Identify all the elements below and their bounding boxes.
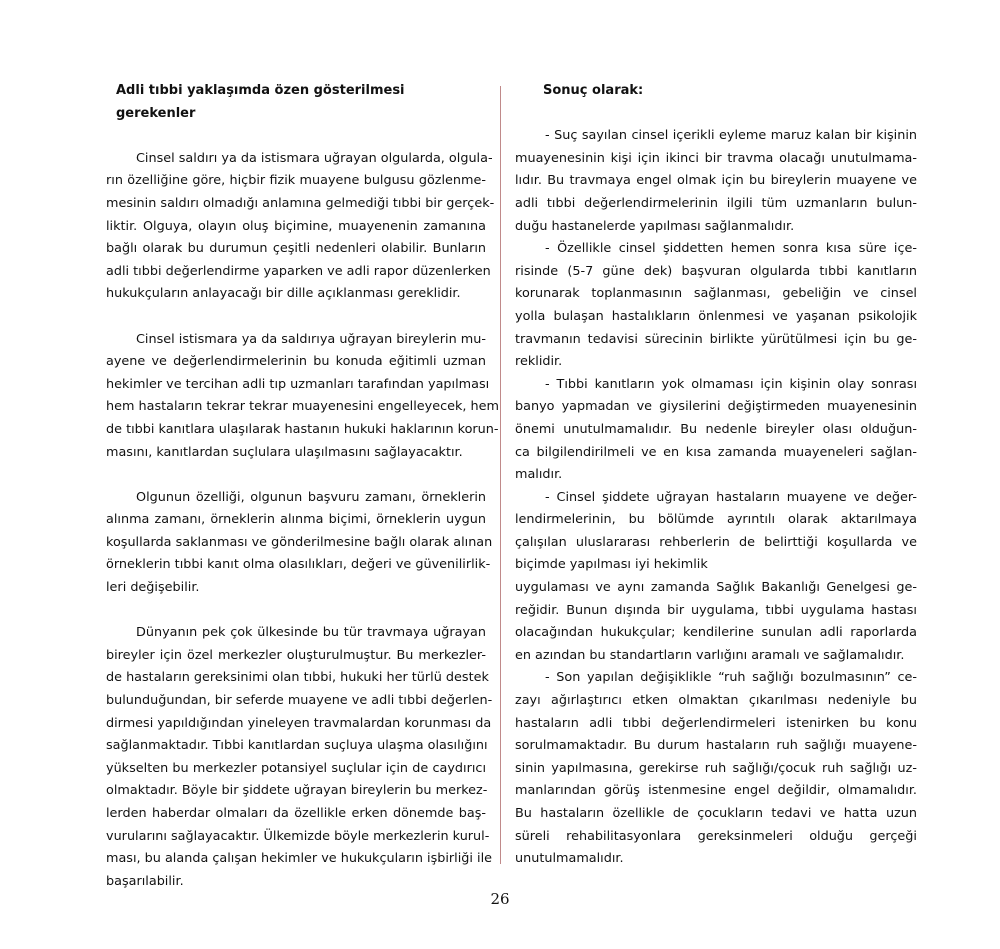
paragraph [106,148,495,306]
text-line: rın özelliğine göre, hiçbir fizik muayene bulgusu gözlenme- [106,173,486,189]
text-line: dirmesi yapıldığından yineleyen travmalardan korunması da [106,715,492,731]
text-line: risinde (5-7 güne dek) başvuran olgularda tıbbi kanıtların [515,263,917,279]
text-line: Olgunun özelliği, olgunun başvuru zamanı, örneklerin [136,489,486,505]
text-line: unutulmamalıdır. [515,851,624,867]
text-line: önemi unutulmamalıdır. Bu nedenle bireyler olası olduğun- [515,421,917,437]
text-line: reğidir. Bunun dışında bir uygulama, tıbbi uygulama hastası [515,602,917,618]
text-line: reklidir. [515,354,563,370]
text-line: olmaktadır. Böyle bir şiddete uğrayan bireylerin bu merkez- [106,783,488,799]
paragraph [515,374,917,487]
right-body-text [515,125,917,871]
text-line: Cinsel istismara ya da saldırıya uğrayan bireylerin mu- [136,331,486,347]
paragraph [106,487,493,600]
text-line: süreli rehabilitasyonlara gereksinmeleri olduğu gerçeği [515,828,917,844]
text-line: manlarından görüş istenmesine engel değildir, olmamalıdır. [515,783,917,799]
column-divider [500,86,501,864]
text-line: yolla bulaşan hastalıkların önlenmesi ve yaşanan psikolojik [515,308,917,324]
text-line: Cinsel saldırı ya da istismara uğrayan olgularda, olgula- [136,150,493,166]
text-line: ayene ve değerlendirmelerinin bu konuda eğitimli uzman [106,354,486,370]
text-line: sorulmamaktadır. Bu durum hastaların ruh sağlığı muayene- [515,738,917,754]
text-line: korunarak toplanmasının sağlanması, gebeliğin ve cinsel [515,286,917,302]
text-line: en azından bu standartların varlığını aramalı ve sağlamalıdır. [515,647,905,663]
text-line: lıdır. Bu travmaya engel olmak için bu bireylerin muayene ve [515,173,917,189]
text-line: ca bilgilendirilmeli ve en kısa zamanda muayeneleri sağlan- [515,444,917,460]
text-line: koşullarda saklanması ve gönderilmesine bağlı olarak alınan [106,534,493,550]
text-line: biçimde yapılması iyi hekimlik [515,557,708,573]
text-line: örneklerin tıbbi kanıt olma olasılıkları, değeri ve güvenilirlik- [106,557,491,573]
paragraph [515,487,917,668]
text-line: vurularını sağlayacaktır. Ülkemizde böyle merkezlerin kurul- [106,828,490,844]
text-line: bireyler için özel merkezler oluşturulmuştur. Bu merkezler- [106,647,486,663]
text-line: olacağından hukukçular; kendilerine sunulan adli raporlarda [515,625,917,641]
text-line: adli tıbbi değerlendirme yaparken ve adli rapor düzenlerken [106,263,491,279]
text-line: hastaların adli tıbbi değerlendirmeleri istenirken bu konu [515,715,917,731]
paragraph [106,622,493,893]
text-line: bulunduğundan, bir seferde muayene ve adli tıbbi değerlen- [106,693,493,709]
text-line: hukukçuların anlayacağı bir dille açıklanması gereklidir. [106,286,461,302]
paragraph [515,125,917,238]
right-column [515,80,917,871]
text-line: duğu hastanelerde yapılması sağlanmalıdır. [515,218,795,234]
text-line: adli tıbbi değerlendirmelerinin ilgili tüm uzmanların bulun- [515,195,917,211]
text-line: banyo yapmadan ve giysilerini değiştirmeden muayenesinin [515,399,917,415]
text-line: alınma zamanı, örneklerin alınma biçimi, örneklerin uygun [106,512,486,528]
paragraph [515,667,917,870]
text-line: - Özellikle cinsel şiddetten hemen sonra kısa süre içe- [545,241,917,257]
text-line: bağlı olarak bu durumun çeşitli nedenleri olabilir. Bunların [106,241,486,257]
text-line: - Cinsel şiddete uğrayan hastaların muayene ve değer- [545,489,917,505]
text-line: ması, bu alanda çalışan hekimler ve hukukçuların işbirliği ile [106,851,493,867]
page-number: 26 [490,890,510,908]
text-line: muayenesinin kişi için ikinci bir travma olacağı unutulmama- [515,150,917,166]
text-line: lendirmelerinin, bu bölümde ayrıntılı olarak aktarılmaya [515,512,917,528]
text-line: masını, kanıtlardan suçlulara ulaşılmasını sağlayacaktır. [106,444,463,460]
section-heading-forensic-approach: Adli tıbbi yaklaşımda özen gösterilmesi gerekenler [116,83,405,121]
text-line: çalışılan uluslararası rehberlerin de belirttiği koşullarda ve [515,534,917,550]
text-line: - Suç sayılan cinsel içerikli eyleme maruz kalan bir kişinin [545,128,917,144]
text-line: Dünyanın pek çok ülkesinde bu tür travmaya uğrayan [136,625,486,641]
text-line: sağlanmaktadır. Tıbbi kanıtlardan suçluya ulaşma olasılığını [106,738,488,754]
text-line: - Son yapılan değişiklikle “ruh sağlığı bozulmasının” ce- [545,670,917,686]
text-line: leri değişebilir. [106,580,200,596]
text-line: başarılabilir. [106,873,184,889]
text-line: de hastaların gereksinimi olan tıbbi, hukuki her türlü destek [106,670,489,686]
text-line: travmanın tedavisi sürecinin birlikte yürütülmesi için bu ge- [515,331,917,347]
paragraph [106,329,499,465]
text-line: sinin yapılmasına, gerekirse ruh sağlığı/çocuk ruh sağlığı uz- [515,760,917,776]
text-line: de tıbbi kanıtlara ulaşılarak hastanın hukuki haklarının korun- [106,421,499,437]
left-body-text [106,148,499,894]
text-line: - Tıbbi kanıtların yok olmaması için kişinin olay sonrası [545,376,917,392]
text-line: liktir. Olguya, olayın oluş biçimine, muayenenin zamanına [106,218,486,234]
text-line: Bu hastaların özellikle de çocukların tedavi ve hatta uzun [515,806,917,821]
paragraph [515,238,917,374]
text-line: yükselten bu merkezler potansiyel suçlular için de caydırıcı [106,760,486,776]
section-heading-conclusion: Sonuç olarak: [543,83,644,98]
left-column [106,80,499,893]
text-line: zayı ağırlaştırıcı etken olmaktan çıkarılması nedeniyle bu [515,693,917,709]
text-line: malıdır. [515,467,563,483]
text-line: mesinin saldırı olmadığı anlamına gelmediği tıbbi bir gerçek- [106,195,495,211]
text-line: hekimler ve tercihan adli tıp uzmanları tarafından yapılması [106,376,490,392]
text-line: uygulaması ve aynı zamanda Sağlık Bakanlığı Genelgesi ge- [515,580,917,596]
text-line: hem hastaların tekrar tekrar muayenesini engelleyecek, hem [106,399,499,415]
text-line: lerden haberdar olmaları da özellikle erken dönemde baş- [106,806,486,821]
